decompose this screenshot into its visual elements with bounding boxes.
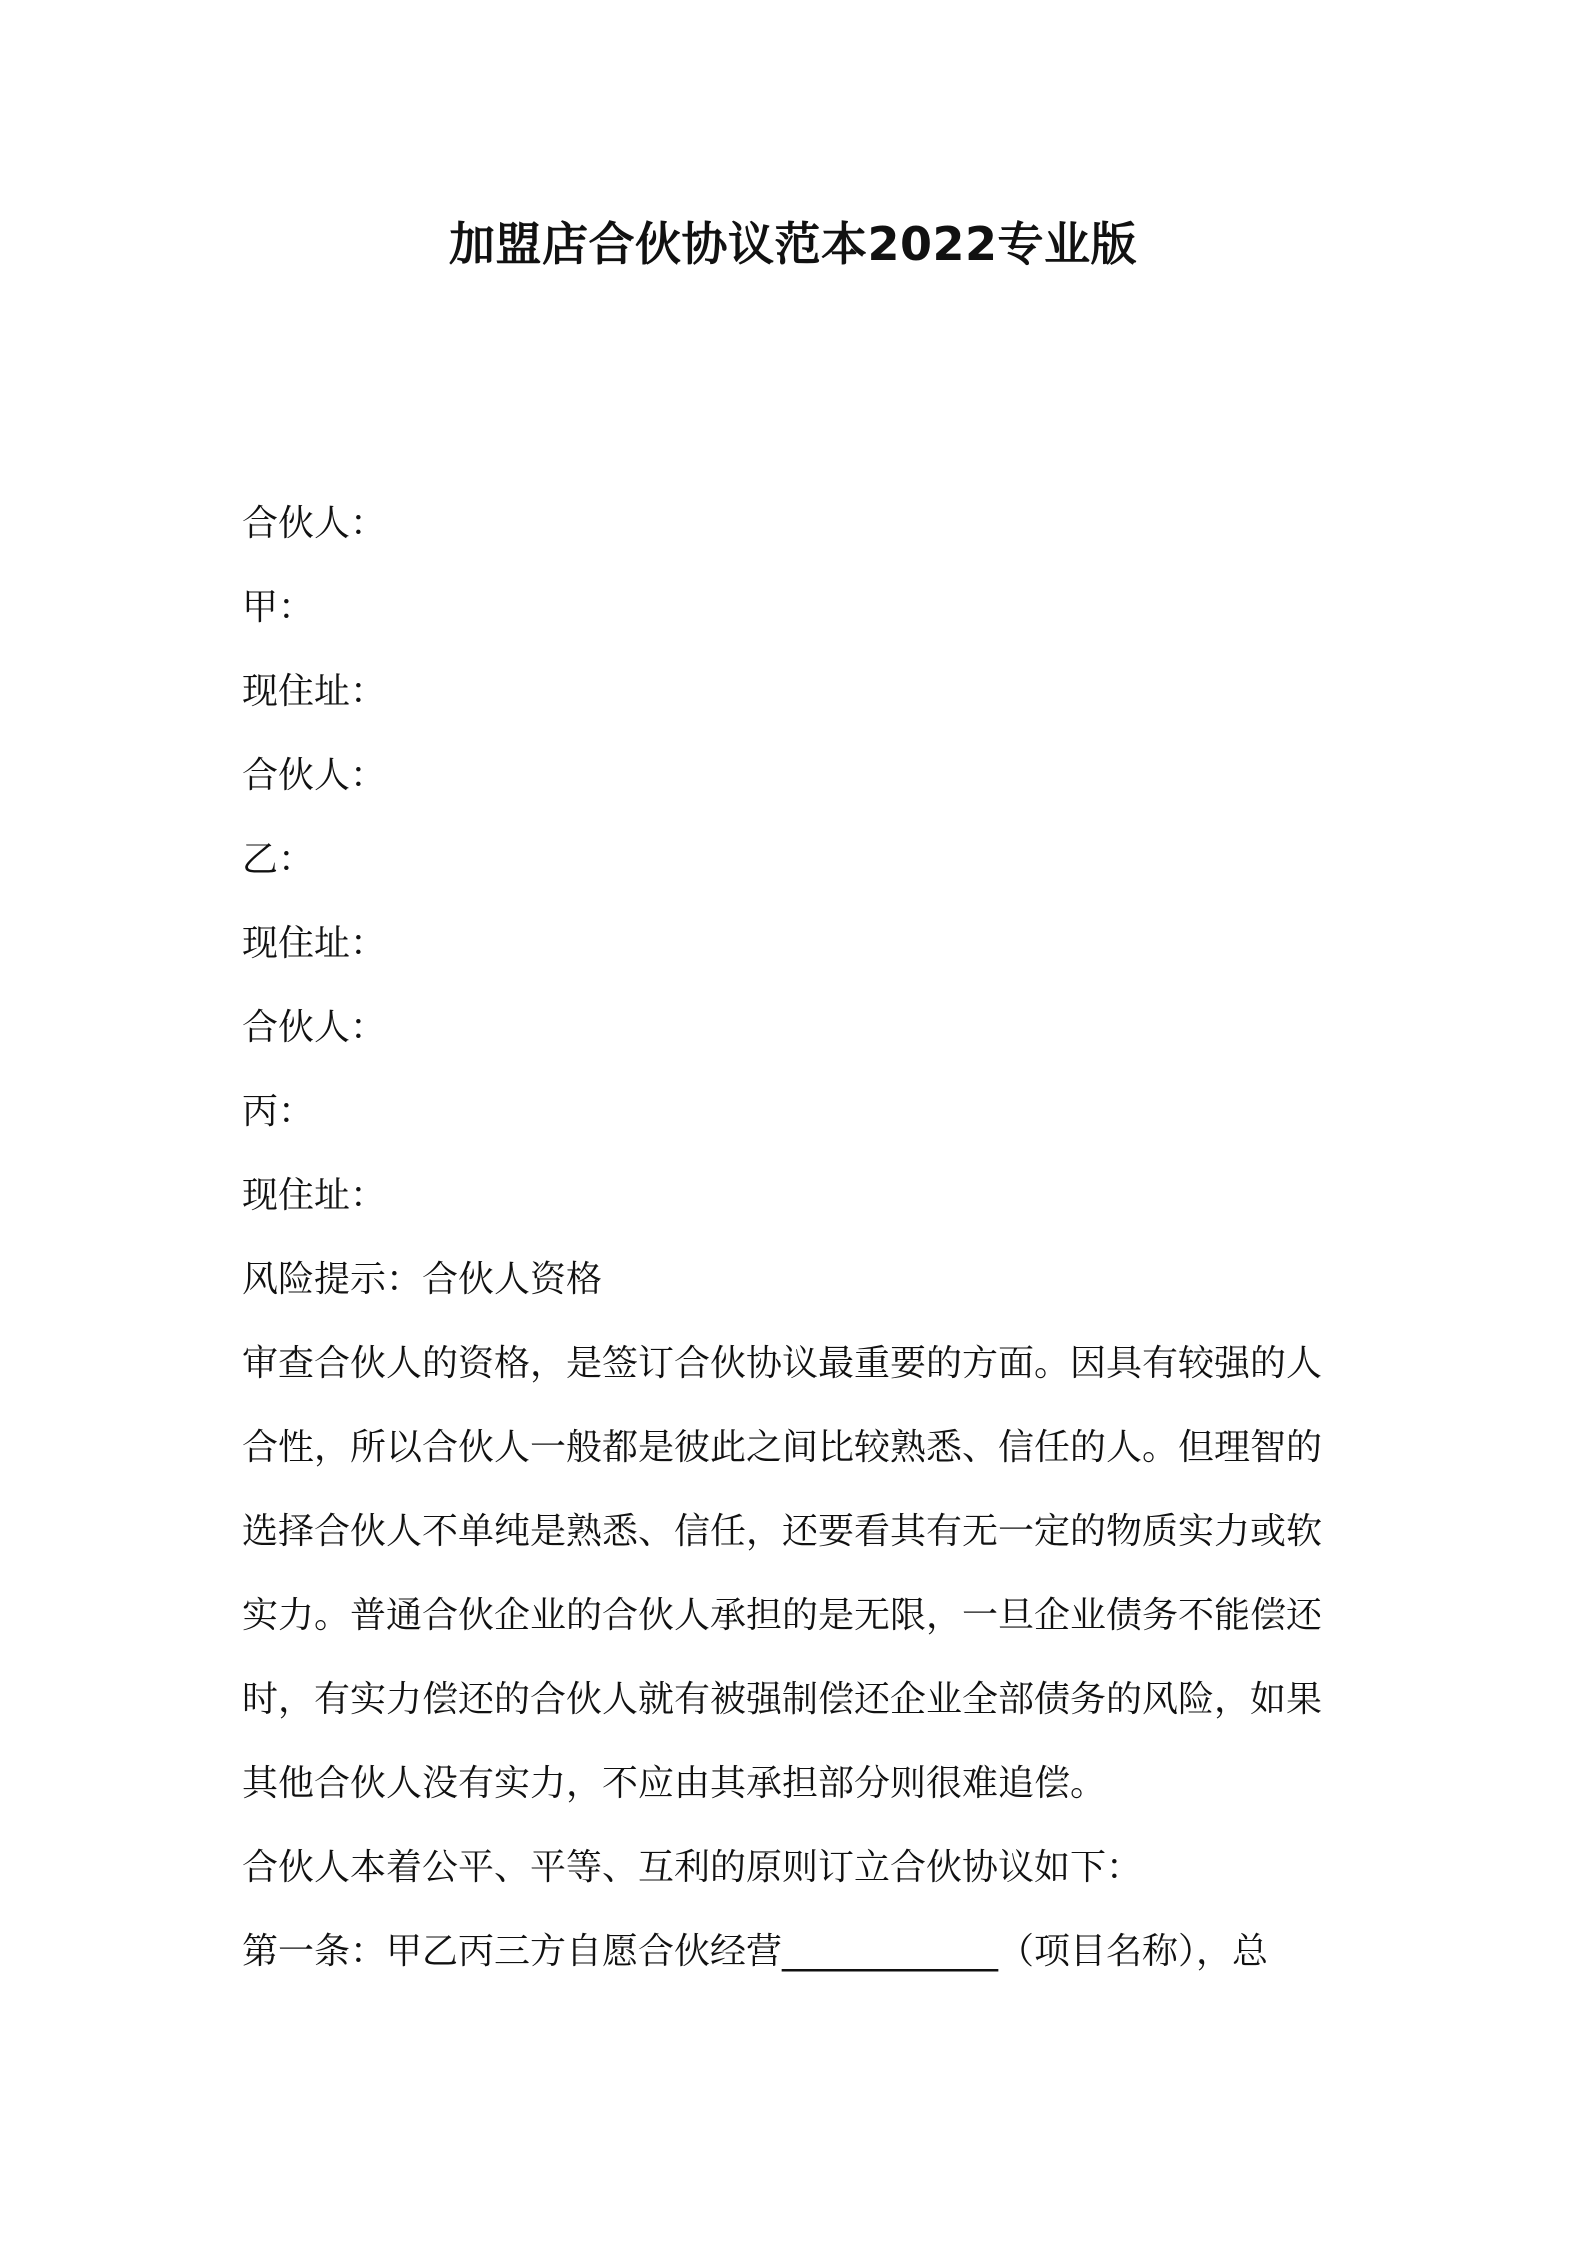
address-label-3: 现住址： bbox=[242, 1175, 387, 1216]
partner-label-2: 合伙人： bbox=[242, 755, 387, 796]
partner-label-3: 合伙人： bbox=[242, 1007, 387, 1048]
document-title: 加盟店合伙协议范本2022专业版 bbox=[448, 217, 1138, 271]
party-a-label: 甲： bbox=[242, 587, 315, 628]
principle-line: 合伙人本着公平、平等、互利的原则订立合伙协议如下： bbox=[242, 1847, 1143, 1888]
address-label-2: 现住址： bbox=[242, 923, 387, 964]
party-b-label: 乙： bbox=[242, 839, 315, 880]
article-one-line: 第一条：甲乙丙三方自愿合伙经营____________（项目名称），总 bbox=[242, 1931, 1269, 1972]
partner-label-1: 合伙人： bbox=[242, 503, 387, 544]
risk-paragraph: 审查合伙人的资格，是签订合伙协议最重要的方面。因具有较强的人合性，所以合伙人一般都是彼此之间比较熟悉、信任的人。但理智的选择合伙人不单纯是熟悉、信任，还要看其有无一定的物质实力或软实力。普通合伙企业的合伙人承担的是无限，一旦企业债务不能偿还时，有实力偿还的合伙人就有被强制偿还企业全部债务的风险，如果其他合伙人没有实力，不应由其承担部分则很难追偿。 bbox=[242, 1343, 1323, 1804]
address-label-1: 现住址： bbox=[242, 671, 387, 712]
document-body bbox=[242, 482, 1357, 1994]
risk-heading: 风险提示：合伙人资格 bbox=[242, 1259, 603, 1300]
party-c-label: 丙： bbox=[242, 1091, 315, 1132]
